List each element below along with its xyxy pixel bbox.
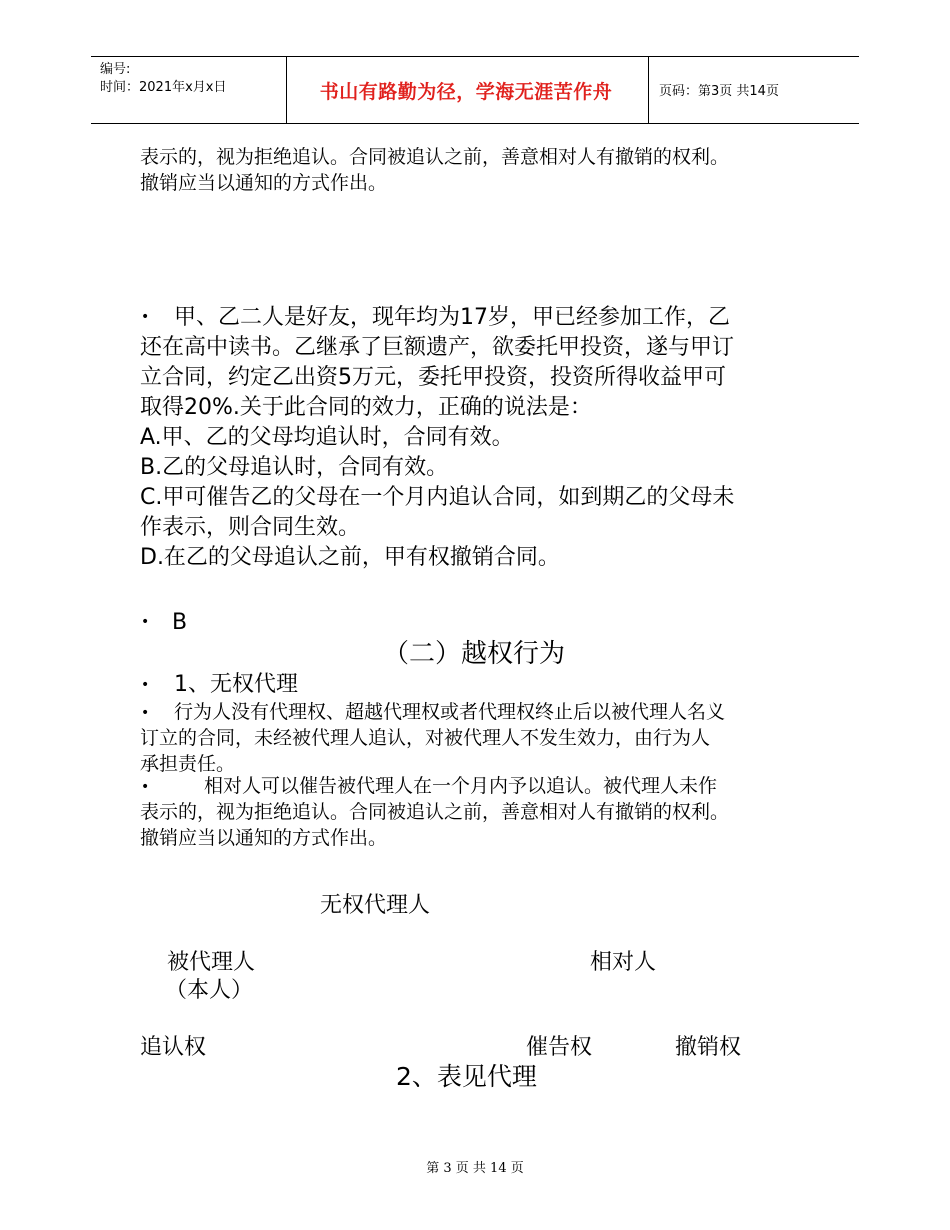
diagram-agent: 无权代理人 <box>320 893 431 918</box>
diagram-urge: 催告权 <box>526 1035 593 1060</box>
option-b: B.乙的父母追认时，合同有效。 <box>140 455 449 480</box>
page-header <box>91 56 859 124</box>
option-d: D.在乙的父母追认之前，甲有权撤销合同。 <box>140 545 560 570</box>
option-c: 作表示，则合同生效。 <box>140 515 361 540</box>
section-title: （二）越权行为 <box>383 639 566 669</box>
header-page-label: 页码：第3页 共14页 <box>659 84 779 99</box>
diagram-ratify: 追认权 <box>140 1035 207 1060</box>
paragraph-line: 行为人没有代理权、超越代理权或者代理权终止后以被代理人名义 <box>174 701 726 723</box>
question-line: 取得20%.关于此合同的效力，正确的说法是： <box>140 395 592 420</box>
time-label: 时间：2021年x月x日 <box>100 80 227 95</box>
diagram-counterparty: 相对人 <box>590 950 657 975</box>
question-line: 甲、乙二人是好友，现年均为17岁，甲已经参加工作，乙 <box>174 305 730 330</box>
question-line: 立合同，约定乙出资5万元，委托甲投资，投资所得收益甲可 <box>140 365 726 390</box>
paragraph-line: 表示的，视为拒绝追认。合同被追认之前，善意相对人有撤销的权利。 <box>140 801 730 823</box>
option-a: A.甲、乙的父母均追认时，合同有效。 <box>140 425 514 450</box>
bullet: • <box>141 309 150 325</box>
answer: B <box>172 610 188 635</box>
bullet: • <box>141 705 150 721</box>
paragraph-line: 订立的合同，未经被代理人追认，对被代理人不发生效力，由行为人 <box>140 727 711 749</box>
option-c: C.甲可催告乙的父母在一个月内追认合同，如到期乙的父母未 <box>140 485 735 510</box>
question-line: 还在高中读书。乙继承了巨额遗产，欲委托甲投资，遂与甲订 <box>140 335 735 360</box>
paragraph-line: 承担责任。 <box>140 753 236 775</box>
intro-line: 表示的，视为拒绝追认。合同被追认之前，善意相对人有撤销的权利。 <box>140 146 730 168</box>
paragraph-line: 撤销应当以通知的方式作出。 <box>140 827 388 849</box>
header-motto: 书山有路勤为径，学海无涯苦作舟 <box>319 81 613 103</box>
paragraph-line: 相对人可以催告被代理人在一个月内予以追认。被代理人未作 <box>204 775 718 797</box>
diagram-principal: 被代理人 <box>167 950 256 975</box>
header-divider <box>648 57 649 123</box>
header-meta <box>100 61 226 97</box>
page-footer: 第 3 页 共 14 页 <box>426 1161 524 1176</box>
diagram-revoke: 撤销权 <box>675 1035 742 1060</box>
bullet: • <box>141 677 150 693</box>
bullet: • <box>141 614 150 630</box>
diagram-principal-note: （本人） <box>165 978 254 1003</box>
intro-line: 撤销应当以通知的方式作出。 <box>140 172 388 194</box>
code-label: 编号: <box>100 62 131 77</box>
bullet: • <box>141 779 150 795</box>
subsection-title: 2、表见代理 <box>396 1062 537 1091</box>
subsection-title: 1、无权代理 <box>174 672 298 697</box>
